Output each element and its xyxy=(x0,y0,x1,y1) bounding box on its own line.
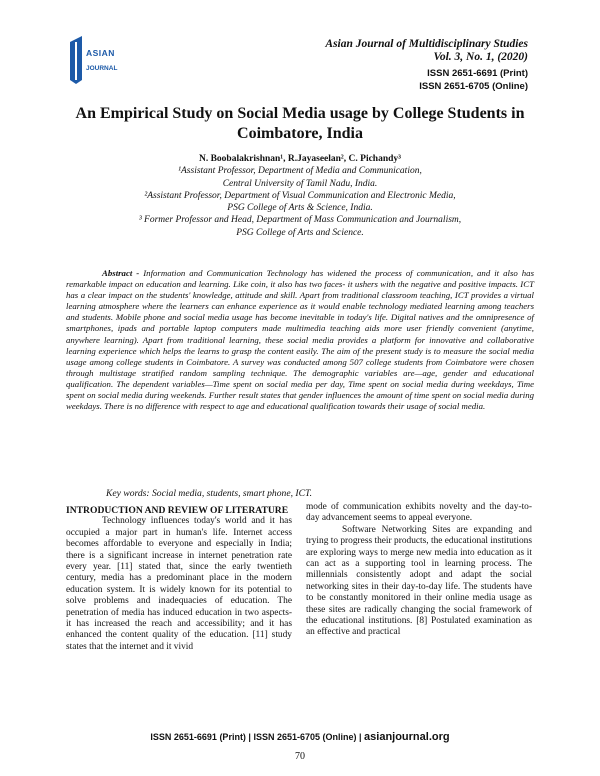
left-column xyxy=(66,505,292,653)
journal-logo-icon xyxy=(70,36,118,84)
header-issn xyxy=(419,67,528,93)
affiliation-1-line-2: Central University of Tamil Nadu, India. xyxy=(222,178,378,189)
journal-volume: Vol. 3, No. 1, (2020) xyxy=(433,51,528,63)
affiliation-2-line-2: PSG College of Arts & Science, India. xyxy=(227,203,373,214)
page-number: 70 xyxy=(295,751,305,762)
abstract-label: Abstract - xyxy=(102,268,140,278)
intro-paragraph: Technology influences today's world and it has occupied a major part in human's life. Internet access becomes affordable to everyone and especially in India; there is a significant increase in internet penetration rate every year. [11] stated that, since the early twentieth century, media has a predominant place in the modern education system. It is widely known for its potential to solve problems and inadequacies of education. The penetration of media has induced education in two aspects- it has increased the reach and accessibility; and it has enhanced the content quality of the education. [11] study states that the internet and it vivid xyxy=(66,516,292,652)
issn-print: ISSN 2651-6691 (Print) xyxy=(427,68,528,79)
issn-online: ISSN 2651-6705 (Online) xyxy=(419,81,528,92)
footer-issn xyxy=(0,731,600,743)
footer-site-link[interactable]: asianjournal.org xyxy=(364,731,450,743)
abstract-body: Information and Communication Technology has widened the process of communication, and it also has remarkable impact on education and learning. Like coin, it also has two faces- it ushers with the negative and positive impacts. ICT has a clear impact on the students' knowledge, attitude and skill. Apart from traditional classroom teaching, ICT provides a virtual learning atmosphere where the learners can enhance experience as it would enable technology mediated learning among teachers and students. Mobile phone and social media usage has become inevitable in today's life. Digital natives and the omnipresence of smartphones, ipads and portable laptop computers made multimedia teaching aids more user friendly convenient (anytime, anywhere learning). Apart from traditional learning, these social media provides a platform for innovative and collaborative learning experience which helps the learns to grasp the content easily. The aim of the present study is to measure the social media usage among college students in Coimbatore. A survey was conducted among 507 college students from Coimbatore were chosen through multistage stratified random sampling technique. The demographic variables are—age, gender and educational qualification. The dependent variables—Time spent on social media per day, Time spent on social media during weekdays, Time spent on social media during weekends. Further result states that gender influences the amount of time spent on social media during weekdays. There is no difference with respect to age and educational qualification towards their usage of social media. xyxy=(66,268,534,412)
keywords: Key words: Social media, students, smart phone, ICT. xyxy=(106,488,312,499)
journal-logo xyxy=(70,36,118,84)
footer-issn-text: ISSN 2651-6691 (Print) | ISSN 2651-6705 (Online) | xyxy=(150,732,362,742)
author-block xyxy=(60,153,540,239)
svg-text:ASIAN: ASIAN xyxy=(86,48,115,58)
affiliation-3-line-1: ³ Former Professor and Head, Department of Mass Communication and Journalism, xyxy=(138,215,462,226)
journal-name: Asian Journal of Multidisciplinary Studies xyxy=(325,38,528,50)
journal-header xyxy=(325,38,528,64)
affiliation-3-line-2: PSG College of Arts and Science. xyxy=(236,227,364,238)
right-paragraph-2: Software Networking Sites are expanding and trying to progress their products, the educational institutions are exploring ways to merge new media into education as it can act as a supporting tool in learning process. The millennials consistently adopt and adapt the social networking sites in their day-to-day life. The students have to be constantly monitored in their online media usage as these sites are radically changing the social framework of the educational institutions. [8] Postulated examination as an effective and practical xyxy=(306,524,533,638)
abstract xyxy=(66,268,534,412)
right-paragraph-1: mode of communication exhibits novelty and the day-to-day advancement seems to appeal everyone. xyxy=(306,502,532,524)
affiliation-1-line-1: ¹Assistant Professor, Department of Media and Communication, xyxy=(178,166,422,177)
paper-title: An Empirical Study on Social Media usage by College Students in Coimbatore, India xyxy=(75,105,525,142)
right-column xyxy=(306,502,532,639)
author-names: N. Boobalakrishnan¹, R.Jayaseelan², C. Pichandy³ xyxy=(198,154,401,164)
affiliation-2-line-1: ²Assistant Professor, Department of Visual Communication and Electronic Media, xyxy=(144,190,456,201)
svg-text:JOURNAL: JOURNAL xyxy=(86,65,118,72)
section-heading: INTRODUCTION AND REVIEW OF LITERATURE xyxy=(66,505,289,516)
